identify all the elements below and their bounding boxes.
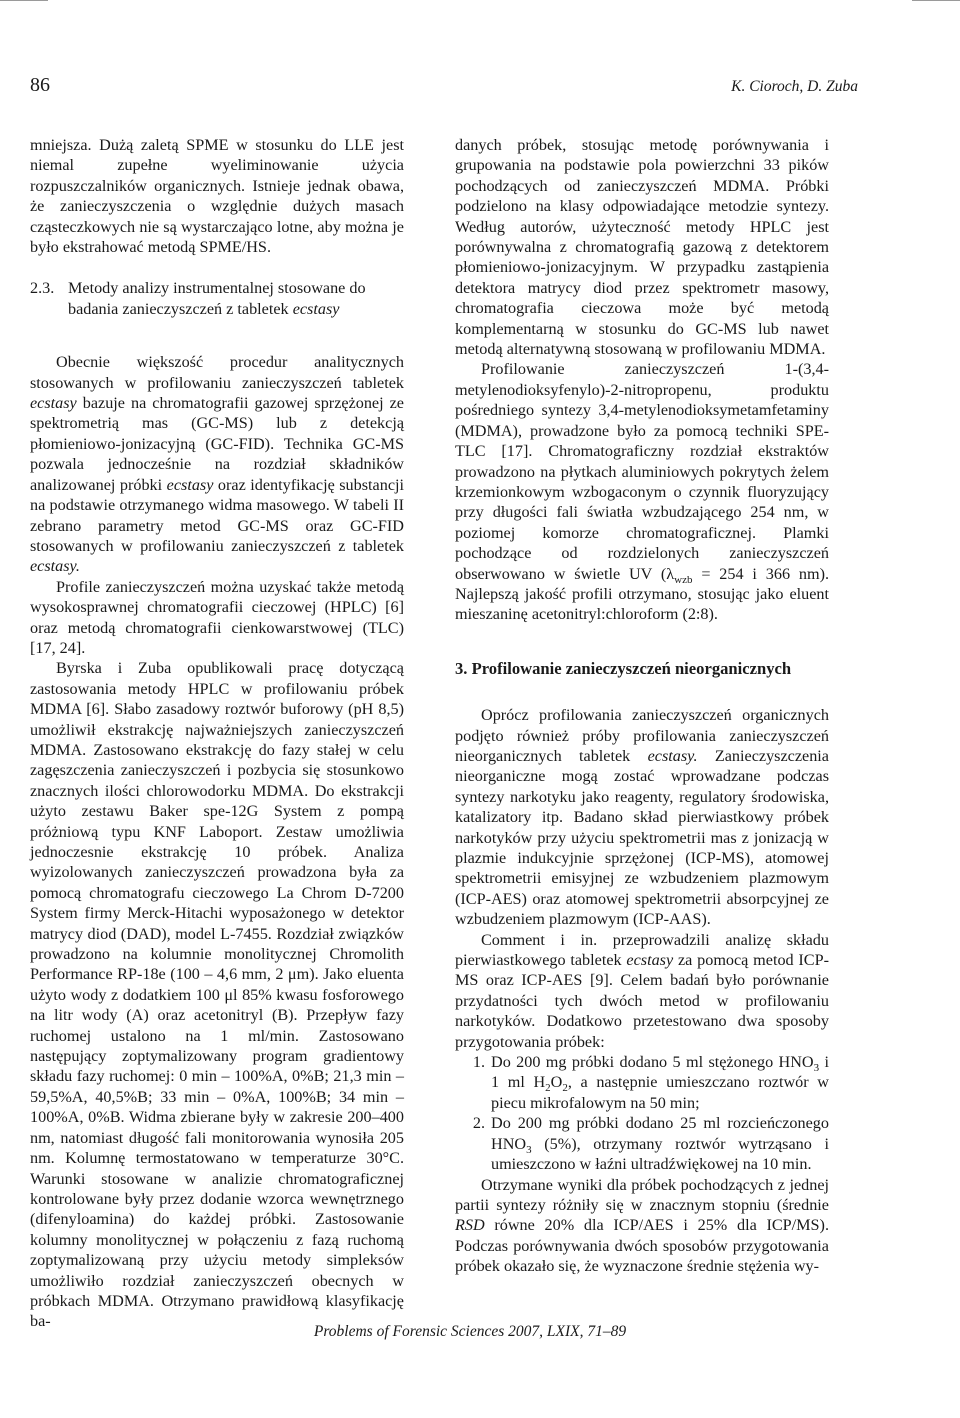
paragraph-byrska-zuba: Byrska i Zuba opublikowali pracę dotyczącą zastosowania metody HPLC w profilowaniu próbek MDMA [6]. Słabo zasadowy roztwór buforowy (pH 8,5) umożliwił ekstrakcję najważniejszych zanieczyszczeń MDMA. Zastosowano ekstrakcję do fazy stałej w celu zagęszczenia zanieczyszczeń i pozbycia się stosunkowo znacznych ilości chlorowodorku MDMA. Do ekstrakcji użyto zestawu Baker spe-12G System z pompą próżniową typu KNF Laboport. Zestaw umożliwia jednoczesnie ekstrakcję 10 próbek. Analiza wyizolowanych zanieczyszczeń prowadzona była za pomocą chromatografu cieczowego La Chrom D-7200 System firmy Merck-Hitachi wyposażonego w detektor matrycy diod (DAD), model L-7455. Rozdział związków prowadzono na kolumnie monolitycznej Chromolith Performance RP-18e (100 – 4,6 mm, 2 μm). Jako eluenta użyto wody z dodatkiem 100 μl 85% kwasu fosforowego na litr wody (A) oraz acetonitryl (B). Przepływ fazy ruchomej ustalono na 1 ml/min. Zastosowano następujący zoptymalizowany program gradientowy składu fazy ruchomej: 0 min – 100%A, 0%B; 21,3 min – 59,5%A, 40,5%B; 33 min – 0%A, 100%B; 34 min – 100%A, 0%B. Widma zbierane były w zakresie 200–400 nm, natomiast długość fali monitorowania wynosiła 205 nm. Kolumnę termostatowano w temperaturze 30°C. Warunki stosowane w analizie chromatograficznej kontrolowane były przez dodanie wzorca wewnętrznego (difenyloamina) do każdej próbki. Zastosowanie kolumny monolitycznej w połączeniu z fazą ruchomą zoptymalizowaną przy użyciu metody simpleksów umożliwiło rozdział zanieczyszczeń obecnych w próbkach MDMA. Otrzymano prawidłową klasyfikację ba- <box>30 659 404 1331</box>
spacer <box>30 319 404 352</box>
text-run: Comment i in. przeprowadzili analizę składu pierwiastkowego tabletek <box>455 930 829 970</box>
list-text <box>491 1113 829 1174</box>
page-footer <box>0 1323 960 1341</box>
subscript: 2 <box>545 1082 551 1095</box>
subsection-title-text: Metody analizy instrumentalnej stosowane do badania zanieczyszczeń z tabletek <box>68 279 366 318</box>
subsection-title-emphasis: ecstasy <box>292 299 340 318</box>
left-column <box>30 135 404 1332</box>
journal-citation: Problems of Forensic Sciences 2007, LXIX, 71–89 <box>313 1323 627 1340</box>
text-run: , a następnie umieszczano roztwór w piecu mikrofalowym na 50 min; <box>491 1073 829 1112</box>
emphasis-ecstasy: ecstasy <box>166 475 214 494</box>
running-head-authors: K. Cioroch, D. Zuba <box>731 78 858 95</box>
emphasis-ecstasy: ecstasy <box>626 951 674 970</box>
subsection-number: 2.3. <box>30 279 55 298</box>
emphasis-ecstasy: ecstasy <box>30 394 77 413</box>
text-run: O <box>550 1073 563 1092</box>
subsection-title <box>68 278 404 319</box>
list-number: 2. <box>472 1114 485 1133</box>
paragraph-continued: danych próbek, stosując metodę porównywania i grupowania na podstawie pola powierzchni 33 pików pochodzących od zanieczyszczeń MDMA. Próbki podzielono na klasy odpowiadające metodzie syntezy. Według autorów, użyteczność metody HPLC jest porównywalna z chromatografią gazową z detektorem płomieniowo-jonizacyjnym. W przypadku zastąpienia detektora matrycy diod przez spektrometr masowy, chromatografia cieczowa może być metodą komplementarną w stosunku do GC-MS lub nawet metodą alternatywną stosowaną w profilowaniu MDMA. <box>455 136 829 359</box>
paragraph-continued: mniejsza. Dużą zaletą SPME w stosunku do LLE jest niemal zupełne wyeliminowanie użycia rozpuszczalników organicznych. Istnieje jednak obawa, że zanieczyszczenia o względnie dużych masach cząsteczkowych nie są wystarczająco lotne, aby można je było ekstrahować metodą SPME/HS. <box>30 136 404 257</box>
right-column <box>455 135 829 1277</box>
list-item <box>455 1052 829 1113</box>
text-run: Otrzymane wyniki dla próbek pochodzących z jednej partii syntezy różniły się w znacznym stopniu (średnie <box>455 1175 829 1214</box>
paragraph-comment <box>455 930 829 1052</box>
list-text <box>491 1052 829 1113</box>
emphasis-ecstasy: ecstasy. <box>647 746 698 765</box>
text-run: Do 200 mg próbki dodano 5 ml stężonego HNO <box>491 1053 814 1072</box>
subscript: 3 <box>526 1143 532 1156</box>
page-header <box>0 74 960 104</box>
emphasis-ecstasy: ecstasy. <box>30 557 80 576</box>
paragraph-inorganic <box>455 705 829 929</box>
text-run: oraz identyfikację substancji na podstawie otrzymanego widma masowego. W tabeli II zebrano parametry metod GC-MS oraz GC-FID stosowanych w profilowaniu zanieczyszczeń z tabletek <box>30 475 404 555</box>
paragraph-spe-tlc <box>455 359 829 624</box>
section-heading: 3. Profilowanie zanieczyszczeń nieorganicznych <box>455 658 792 678</box>
text-run: Zanieczyszczenia nieorganiczne mogą zostać wprowadzane podczas syntezy narkotyku jako reagenty, regulatory środowiska, katalizatory itp. Badano skład pierwiastkowy próbek narkotyków przy użyciu spektrometrii mas z jonizacją w plazmie indukcyjnie sprzężonej (ICP-MS), atomowej spektrometrii emisyjnej ze wzbudzeniem plazmowym (ICP-AES) oraz atomowej spektrometrii absorpcyjnej ze wzbudzeniem plazmowym (ICP-AAS). <box>455 746 829 929</box>
text-run: Obecnie większość procedur analitycznych stosowanych w profilowaniu zanieczyszczeń tabletek <box>30 353 404 392</box>
page-number: 86 <box>30 74 50 96</box>
text-run: i 1 ml H <box>491 1053 829 1092</box>
list-number: 1. <box>472 1053 485 1072</box>
emphasis-rsd: RSD <box>455 1216 485 1235</box>
subscript: wzb <box>674 573 693 586</box>
paragraph-results <box>455 1175 829 1277</box>
preparation-list <box>455 1052 829 1174</box>
paragraph-hplc-tlc: Profile zanieczyszczeń można uzyskać także metodą wysokosprawnej chromatografii cieczowej (HPLC) [6] oraz metodą chromatografii cienkowarstwowej (TLC) [17, 24]. <box>30 577 404 657</box>
text-run: Profilowanie zanieczyszczeń 1-(3,4-metylenodioksyfenylo)-2-nitropropenu, produktu pośredniego syntezy 3,4-metylenodioksymetamfetaminy (MDMA), prowadzone było za pomocą techniki SPE-TLC [17]. Chromatograficzny rozdział ekstraktów prowadzono na płytkach aluminiowych pokrytych żelem krzemionkowym wzbogaconym o czynnik fluoryzujący przy długości fali światła wzbudzającego 254 nm, w poziomej komorze chromatograficznej. Plamki pochodzące od rozdzielonych zanieczyszczeń obserwowano w świetle UV (λ <box>455 360 829 583</box>
subscript: 2 <box>562 1082 568 1095</box>
text-run: równe 20% dla ICP/AES i 25% dla ICP/MS). Podczas porównywania dwóch sposobów przygotowania próbek okazało się, że wyznaczone średnie stężenia wy- <box>455 1216 829 1276</box>
text-run: bazuje na chromatografii gazowej sprzężonej ze spektrometrią mas (GC-MS) lub z detekcją płomieniowo-jonizacyjną (GC-FID). Technika GC-MS pozwala jednocześnie na rozdział składników analizowanej próbki <box>30 394 404 494</box>
text-run: = 254 i 366 nm). Najlepszą jakość profili otrzymano, stosując jako eluent mieszaninę acetonitryl:chloroform (2:8). <box>455 564 830 624</box>
text-run: Do 200 mg próbki dodano 25 ml rozcieńczonego HNO <box>491 1114 829 1153</box>
subscript: 3 <box>813 1062 820 1075</box>
top-right-rule <box>912 0 960 1</box>
text-run: za pomocą metod ICP-MS oraz ICP-AES [9]. Celem badań było porównanie przydatności tych dwóch metod w profilowaniu narkotyków. Dodatkowo przetestowano dwa sposoby przygotowania próbek: <box>455 951 830 1051</box>
paragraph-gcms <box>30 352 404 576</box>
text-run: Oprócz profilowania zanieczyszczeń organicznych podjęto również próby profilowania zanieczyszczeń nieorganicznych tabletek <box>455 706 829 765</box>
subsection-heading <box>30 278 404 319</box>
text-run: (5%), otrzymany roztwór wytrząsano i umieszczono w łaźni ultradźwiękowej na 10 min. <box>491 1134 829 1174</box>
top-left-rule <box>0 0 48 1</box>
list-item <box>455 1113 829 1174</box>
